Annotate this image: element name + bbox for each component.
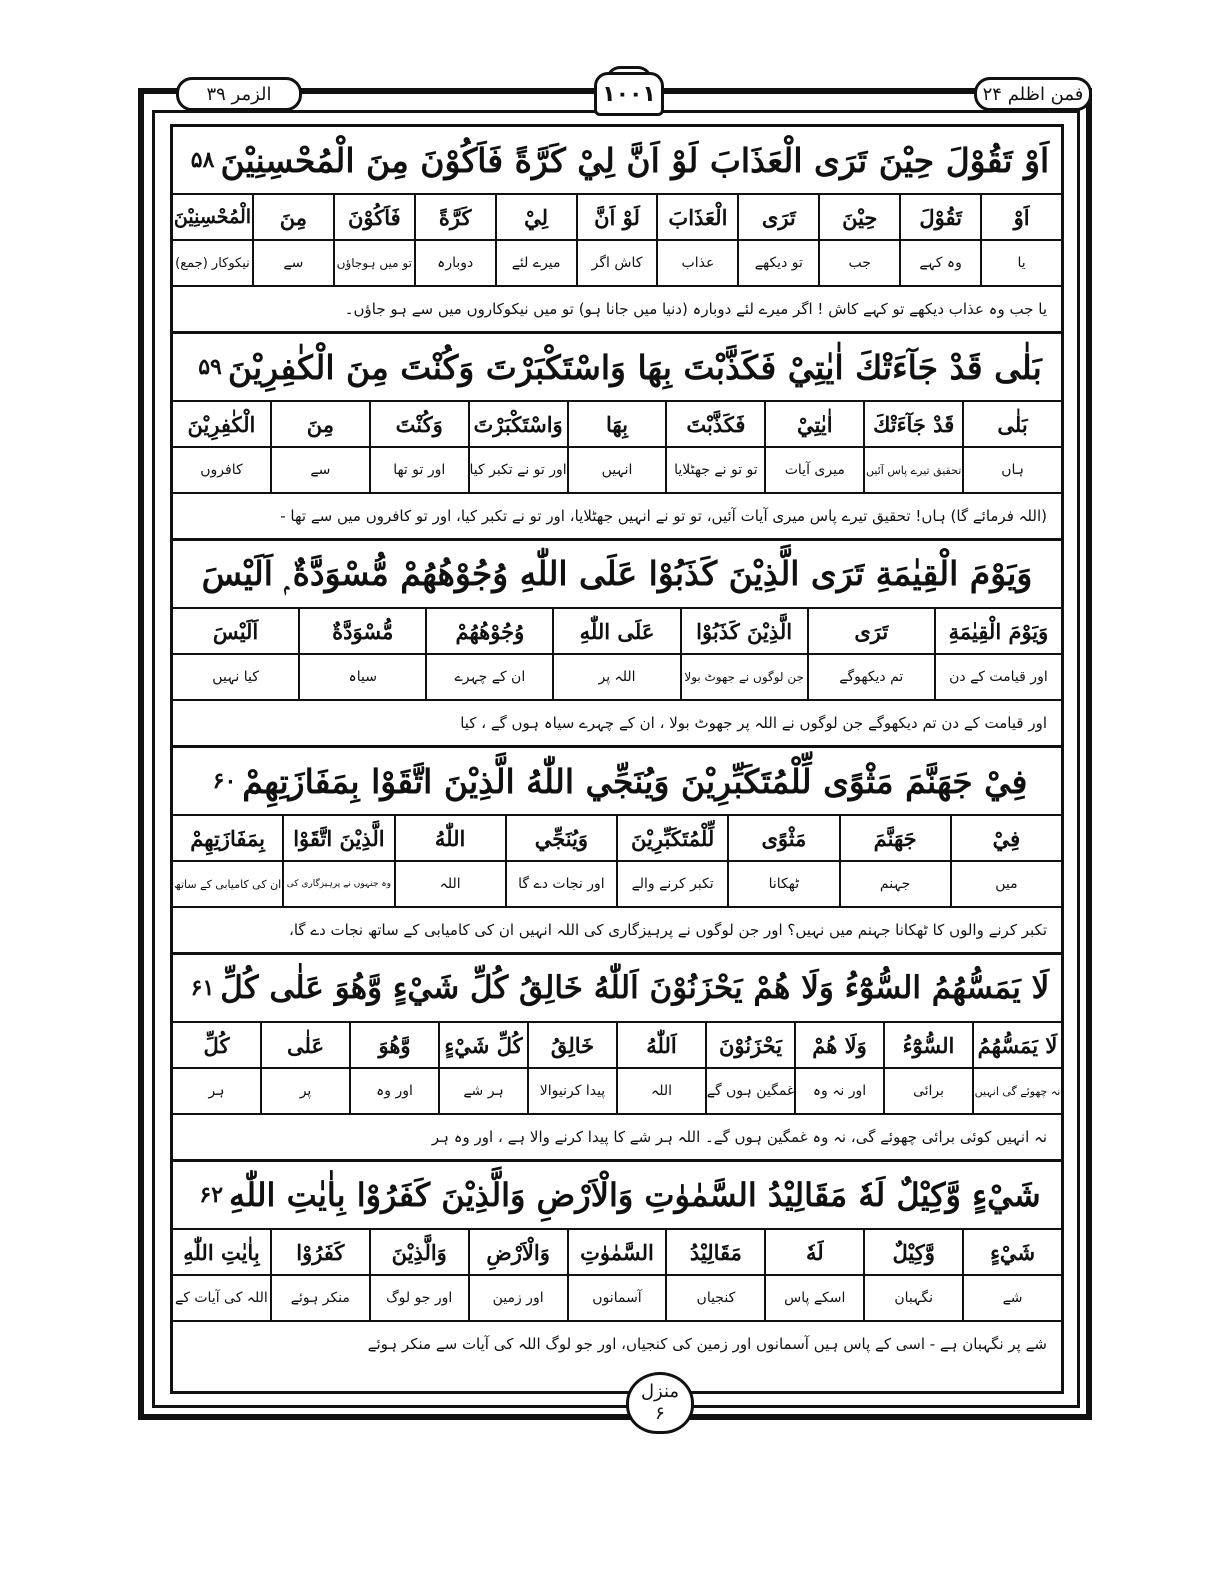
- urdu-translation-line: (اللہ فرمائے گا) ہاں! تحقیق تیرے پاس میری آیات آئیں، تو تو نے انہیں جھٹلایا، اور تو نے تکبر کیا، اور تو کافروں میں سے تھا -: [173, 494, 1061, 541]
- urdu-meaning-row: [173, 1276, 1061, 1322]
- arabic-word-cell: لَوْ اَنَّ: [576, 195, 657, 239]
- urdu-meaning-cell: جن لوگوں نے جھوٹ بولا: [680, 655, 807, 699]
- arabic-word-cell: عَلَى اللّٰهِ: [552, 609, 679, 653]
- arabic-verse-line: [173, 334, 1061, 402]
- verse-section: [173, 334, 1061, 541]
- urdu-meaning-row: [173, 241, 1061, 287]
- urdu-meaning-cell: نہ چھوئے گی انہیں: [972, 1069, 1061, 1113]
- arabic-word-cell: مِنَ: [252, 195, 333, 239]
- urdu-meaning-cell: اور وہ: [349, 1069, 438, 1113]
- page-content: [173, 127, 1061, 1366]
- urdu-meaning-cell: انہیں: [567, 448, 666, 492]
- arabic-verse-text: بَلٰى قَدْ جَآءَتْكَ اٰيٰتِيْ فَكَذَّبْتَ بِهَا وَاسْتَكْبَرْتَ وَكُنْتَ مِنَ الْكٰفِرِيْنَ: [227, 347, 1042, 387]
- urdu-meaning-cell: تو میں ہوجاؤں: [333, 241, 414, 285]
- arabic-word-cell: كَرَّةً: [414, 195, 495, 239]
- ayah-number-marker: ۵۹: [198, 354, 222, 380]
- urdu-translation-line: اور قیامت کے دن تم دیکھوگے جن لوگوں نے اللہ پر جھوٹ بولا ، ان کے چہرے سیاہ ہوں گے ، کیا: [173, 701, 1061, 748]
- urdu-meaning-cell: اور تو نے تکبر کیا: [468, 448, 567, 492]
- manzil-badge: [626, 1372, 694, 1434]
- urdu-meaning-cell: اور زمین: [468, 1276, 567, 1320]
- urdu-meaning-cell: غمگین ہوں گے: [705, 1069, 794, 1113]
- arabic-verse-text: فِيْ جَهَنَّمَ مَثْوًى لِّلْمُتَكَبِّرِيْنَ وَيُنَجِّي اللّٰهُ الَّذِيْنَ اتَّقَوْا بِمَفَازَتِهِمْ: [242, 761, 1028, 801]
- ayah-number-marker: ۶۲: [199, 1182, 224, 1208]
- arabic-verse-text: وَيَوْمَ الْقِيٰمَةِ تَرَى الَّذِيْنَ كَذَبُوْا عَلَى اللّٰهِ وُجُوْهُهُمْ مُّسْوَدَّةٌ ۭ اَلَيْسَ: [201, 554, 1033, 593]
- arabic-word-cell: وَلَا هُمْ: [794, 1023, 883, 1067]
- arabic-word-cell: وَّهُوَ: [349, 1023, 438, 1067]
- urdu-meaning-cell: اور جو لوگ: [369, 1276, 468, 1320]
- arabic-word-cell: خَالِقُ: [527, 1023, 616, 1067]
- urdu-meaning-cell: میں: [950, 862, 1061, 906]
- arabic-word-cell: تَرَى: [737, 195, 818, 239]
- arabic-word-cell: تَقُوْلَ: [899, 195, 980, 239]
- arabic-word-cell: لِّلْمُتَكَبِّرِيْنَ: [616, 816, 727, 860]
- arabic-verse-line: [173, 1162, 1061, 1230]
- manzil-label: منزل: [640, 1381, 680, 1402]
- arabic-word-cell: وَالْاَرْضِ: [468, 1230, 567, 1274]
- arabic-word-cell: بِاٰيٰتِ اللّٰهِ: [183, 1239, 260, 1265]
- urdu-meaning-cell: تو تو نے جھٹلایا: [665, 448, 764, 492]
- arabic-word-cell: الْعَذَابَ: [656, 195, 737, 239]
- arabic-word-cell: لَهٗ: [764, 1230, 863, 1274]
- arabic-word-cell: مَقَالِيْدُ: [665, 1230, 764, 1274]
- arabic-verse-line: [173, 748, 1061, 816]
- urdu-meaning-cell: کیا نہیں: [212, 669, 259, 685]
- arabic-word-cell: تَرَى: [807, 609, 934, 653]
- arabic-word-cell: وَيَوْمَ الْقِيٰمَةِ: [934, 609, 1061, 653]
- urdu-meaning-cell: کنجیاں: [665, 1276, 764, 1320]
- arabic-word-row: [173, 402, 1061, 448]
- arabic-word-cell: اللّٰهُ: [394, 816, 505, 860]
- urdu-meaning-cell: اللہ: [394, 862, 505, 906]
- arabic-word-cell: يَحْزَنُوْنَ: [705, 1023, 794, 1067]
- urdu-meaning-cell: یا: [980, 241, 1061, 285]
- arabic-word-cell: وُجُوْهُهُمْ: [425, 609, 552, 653]
- arabic-word-cell: اَلَيْسَ: [212, 618, 259, 644]
- arabic-word-cell: عَلٰى: [260, 1023, 349, 1067]
- arabic-word-cell: مِنَ: [270, 402, 369, 446]
- urdu-meaning-cell: منکر ہوئے: [270, 1276, 369, 1320]
- urdu-meaning-cell: تم دیکھوگے: [807, 655, 934, 699]
- arabic-verse-line: [173, 127, 1061, 195]
- arabic-word-cell: جَهَنَّمَ: [839, 816, 950, 860]
- urdu-meaning-cell: سے: [270, 448, 369, 492]
- urdu-meaning-cell: اللہ کی آیات کے: [175, 1290, 268, 1306]
- arabic-word-cell: حِيْنَ: [818, 195, 899, 239]
- urdu-meaning-cell: جب: [818, 241, 899, 285]
- urdu-meaning-cell: عذاب: [656, 241, 737, 285]
- arabic-word-cell: لِيْ: [495, 195, 576, 239]
- arabic-word-cell: وَكُنْتَ: [369, 402, 468, 446]
- urdu-meaning-cell: سے: [252, 241, 333, 285]
- ayah-number-marker: ۶۰: [212, 768, 237, 794]
- urdu-meaning-cell: تو دیکھے: [737, 241, 818, 285]
- para-name-header: فمن اظلم ۲۴: [974, 77, 1092, 111]
- arabic-verse-line: [173, 955, 1061, 1023]
- arabic-word-cell: وَاسْتَكْبَرْتَ: [468, 402, 567, 446]
- arabic-word-cell: مُّسْوَدَّةٌ: [298, 609, 425, 653]
- arabic-word-cell: الْكٰفِرِيْنَ: [187, 411, 256, 437]
- arabic-word-cell: بَلٰى: [962, 402, 1061, 446]
- urdu-meaning-row: [173, 1069, 1061, 1115]
- arabic-word-row: [173, 1023, 1061, 1069]
- arabic-word-cell: كَفَرُوْا: [270, 1230, 369, 1274]
- urdu-meaning-cell: جہنم: [839, 862, 950, 906]
- urdu-meaning-cell: اور نجات دے گا: [505, 862, 616, 906]
- urdu-translation-line: یا جب وہ عذاب دیکھے تو کہے کاش ! اگر میرے لئے دوبارہ (دنیا میں جانا ہو) تو میں نیکوکاروں میں سے ہو جاؤں۔: [173, 287, 1061, 334]
- manzil-number: ۶: [655, 1403, 665, 1424]
- verse-section: [173, 955, 1061, 1162]
- urdu-meaning-cell: تکبر کرنے والے: [616, 862, 727, 906]
- urdu-meaning-cell: تحقیق تیرے پاس آئیں: [863, 448, 962, 492]
- urdu-meaning-cell: وہ جنہوں نے پرہیزگاری کی: [282, 862, 393, 906]
- urdu-meaning-cell: کاش اگر: [576, 241, 657, 285]
- urdu-meaning-cell: برائی: [883, 1069, 972, 1113]
- arabic-word-cell: اٰيٰتِيْ: [764, 402, 863, 446]
- urdu-meaning-cell: اور نہ وہ: [794, 1069, 883, 1113]
- urdu-meaning-cell: پر: [260, 1069, 349, 1113]
- arabic-word-cell: بِهَا: [567, 402, 666, 446]
- urdu-meaning-cell: اور تو تھا: [369, 448, 468, 492]
- urdu-meaning-cell: ان کے چہرے: [425, 655, 552, 699]
- arabic-word-cell: اَللّٰهُ: [616, 1023, 705, 1067]
- arabic-word-cell: السَّمٰوٰتِ: [567, 1230, 666, 1274]
- verse-section: [173, 541, 1061, 748]
- surah-name-header: الزمر ۳۹: [176, 77, 302, 111]
- arabic-verse-line: [173, 541, 1061, 609]
- arabic-word-row: [173, 1230, 1061, 1276]
- page-number: ۱۰۰۱: [594, 72, 664, 116]
- urdu-meaning-cell: وہ کہے: [899, 241, 980, 285]
- urdu-meaning-cell: آسمانوں: [567, 1276, 666, 1320]
- urdu-meaning-row: [173, 655, 1061, 701]
- urdu-meaning-cell: ٹھکانا: [727, 862, 838, 906]
- urdu-meaning-row: [173, 448, 1061, 494]
- arabic-verse-text: لَا يَمَسُّهُمُ السُّوْٓءُ وَلَا هُمْ يَحْزَنُوْنَ اَللّٰهُ خَالِقُ كُلِّ شَيْءٍ وَّهُوَ عَلٰى كُلِّ: [220, 970, 1050, 1006]
- arabic-word-cell: قَدْ جَآءَتْكَ: [863, 402, 962, 446]
- arabic-word-cell: كُلِّ شَيْءٍ: [438, 1023, 527, 1067]
- arabic-word-cell: الَّذِيْنَ اتَّقَوْا: [282, 816, 393, 860]
- arabic-word-cell: وَّكِيْلٌ: [863, 1230, 962, 1274]
- arabic-word-cell: بِمَفَازَتِهِمْ: [190, 825, 265, 851]
- urdu-meaning-cell: کافروں: [200, 462, 243, 478]
- arabic-word-cell: فَكَذَّبْتَ: [665, 402, 764, 446]
- urdu-translation-line: نہ انہیں کوئی برائی چھوئے گی، نہ وہ غمگین ہوں گے۔ اللہ ہر شے کا پیدا کرنے والا ہے ، اور وہ ہر: [173, 1115, 1061, 1162]
- urdu-meaning-cell: ہر: [208, 1083, 225, 1099]
- urdu-meaning-cell: میرے لئے: [495, 241, 576, 285]
- arabic-verse-text: اَوْ تَقُوْلَ حِيْنَ تَرَى الْعَذَابَ لَوْ اَنَّ لِيْ كَرَّةً فَاَكُوْنَ مِنَ الْمُحْسِنِيْنَ: [220, 140, 1050, 180]
- urdu-meaning-cell: اللہ: [616, 1069, 705, 1113]
- urdu-translation-line: شے پر نگہبان ہے - اسی کے پاس ہیں آسمانوں اور زمین کی کنجیاں، اور جو لوگ اللہ کی آیات سے منکر ہوئے: [367, 1335, 1047, 1353]
- urdu-meaning-cell: اسکے پاس: [764, 1276, 863, 1320]
- verse-section: [173, 127, 1061, 334]
- arabic-word-cell: لَا يَمَسُّهُمُ: [972, 1023, 1061, 1067]
- ayah-number-marker: ۶۱: [190, 975, 215, 1001]
- arabic-word-cell: وَالَّذِيْنَ: [369, 1230, 468, 1274]
- urdu-meaning-cell: نیکوکار (جمع): [175, 255, 250, 271]
- arabic-verse-text: شَيْءٍ وَّكِيْلٌ لَهٗ مَقَالِيْدُ السَّمٰوٰتِ وَالْاَرْضِ وَالَّذِيْنَ كَفَرُوْا بِاٰيٰتِ اللّٰهِ: [229, 1176, 1041, 1214]
- arabic-word-cell: وَيُنَجِّي: [505, 816, 616, 860]
- arabic-word-cell: فِيْ: [950, 816, 1061, 860]
- arabic-word-cell: الَّذِيْنَ كَذَبُوْا: [680, 609, 807, 653]
- urdu-meaning-cell: نگہبان: [863, 1276, 962, 1320]
- arabic-word-row: [173, 195, 1061, 241]
- urdu-meaning-cell: اور قیامت کے دن: [934, 655, 1061, 699]
- verse-section: [173, 748, 1061, 955]
- arabic-word-cell: مَثْوًى: [727, 816, 838, 860]
- urdu-meaning-cell: شے: [962, 1276, 1061, 1320]
- urdu-meaning-cell: ہاں: [962, 448, 1061, 492]
- arabic-word-cell: اَوْ: [980, 195, 1061, 239]
- urdu-meaning-row: [173, 862, 1061, 908]
- arabic-word-row: [173, 816, 1061, 862]
- urdu-meaning-cell: اللہ پر: [552, 655, 679, 699]
- ayah-number-marker: ۵۸: [190, 147, 215, 173]
- urdu-meaning-cell: ہر شے: [438, 1069, 527, 1113]
- urdu-meaning-cell: میری آیات: [764, 448, 863, 492]
- urdu-meaning-cell: دوبارہ: [414, 241, 495, 285]
- arabic-word-cell: فَاَكُوْنَ: [333, 195, 414, 239]
- arabic-word-cell: الْمُحْسِنِيْنَ: [173, 206, 252, 228]
- urdu-translation-line: تکبر کرنے والوں کا ٹھکانا جہنم میں نہیں؟ اور جن لوگوں نے پرہیزگاری کی اللہ انہیں ان کی کامیابی کے ساتھ نجات دے گا،: [173, 908, 1061, 955]
- arabic-word-cell: السُّوْٓءُ: [883, 1023, 972, 1067]
- arabic-word-cell: كُلِّ: [203, 1032, 230, 1058]
- urdu-meaning-cell: سیاہ: [298, 655, 425, 699]
- urdu-meaning-cell: ان کی کامیابی کے ساتھ: [174, 877, 282, 891]
- urdu-meaning-cell: پیدا کرنیوالا: [527, 1069, 616, 1113]
- arabic-word-cell: شَيْءٍ: [962, 1230, 1061, 1274]
- verse-section: [173, 1162, 1061, 1366]
- arabic-word-row: [173, 609, 1061, 655]
